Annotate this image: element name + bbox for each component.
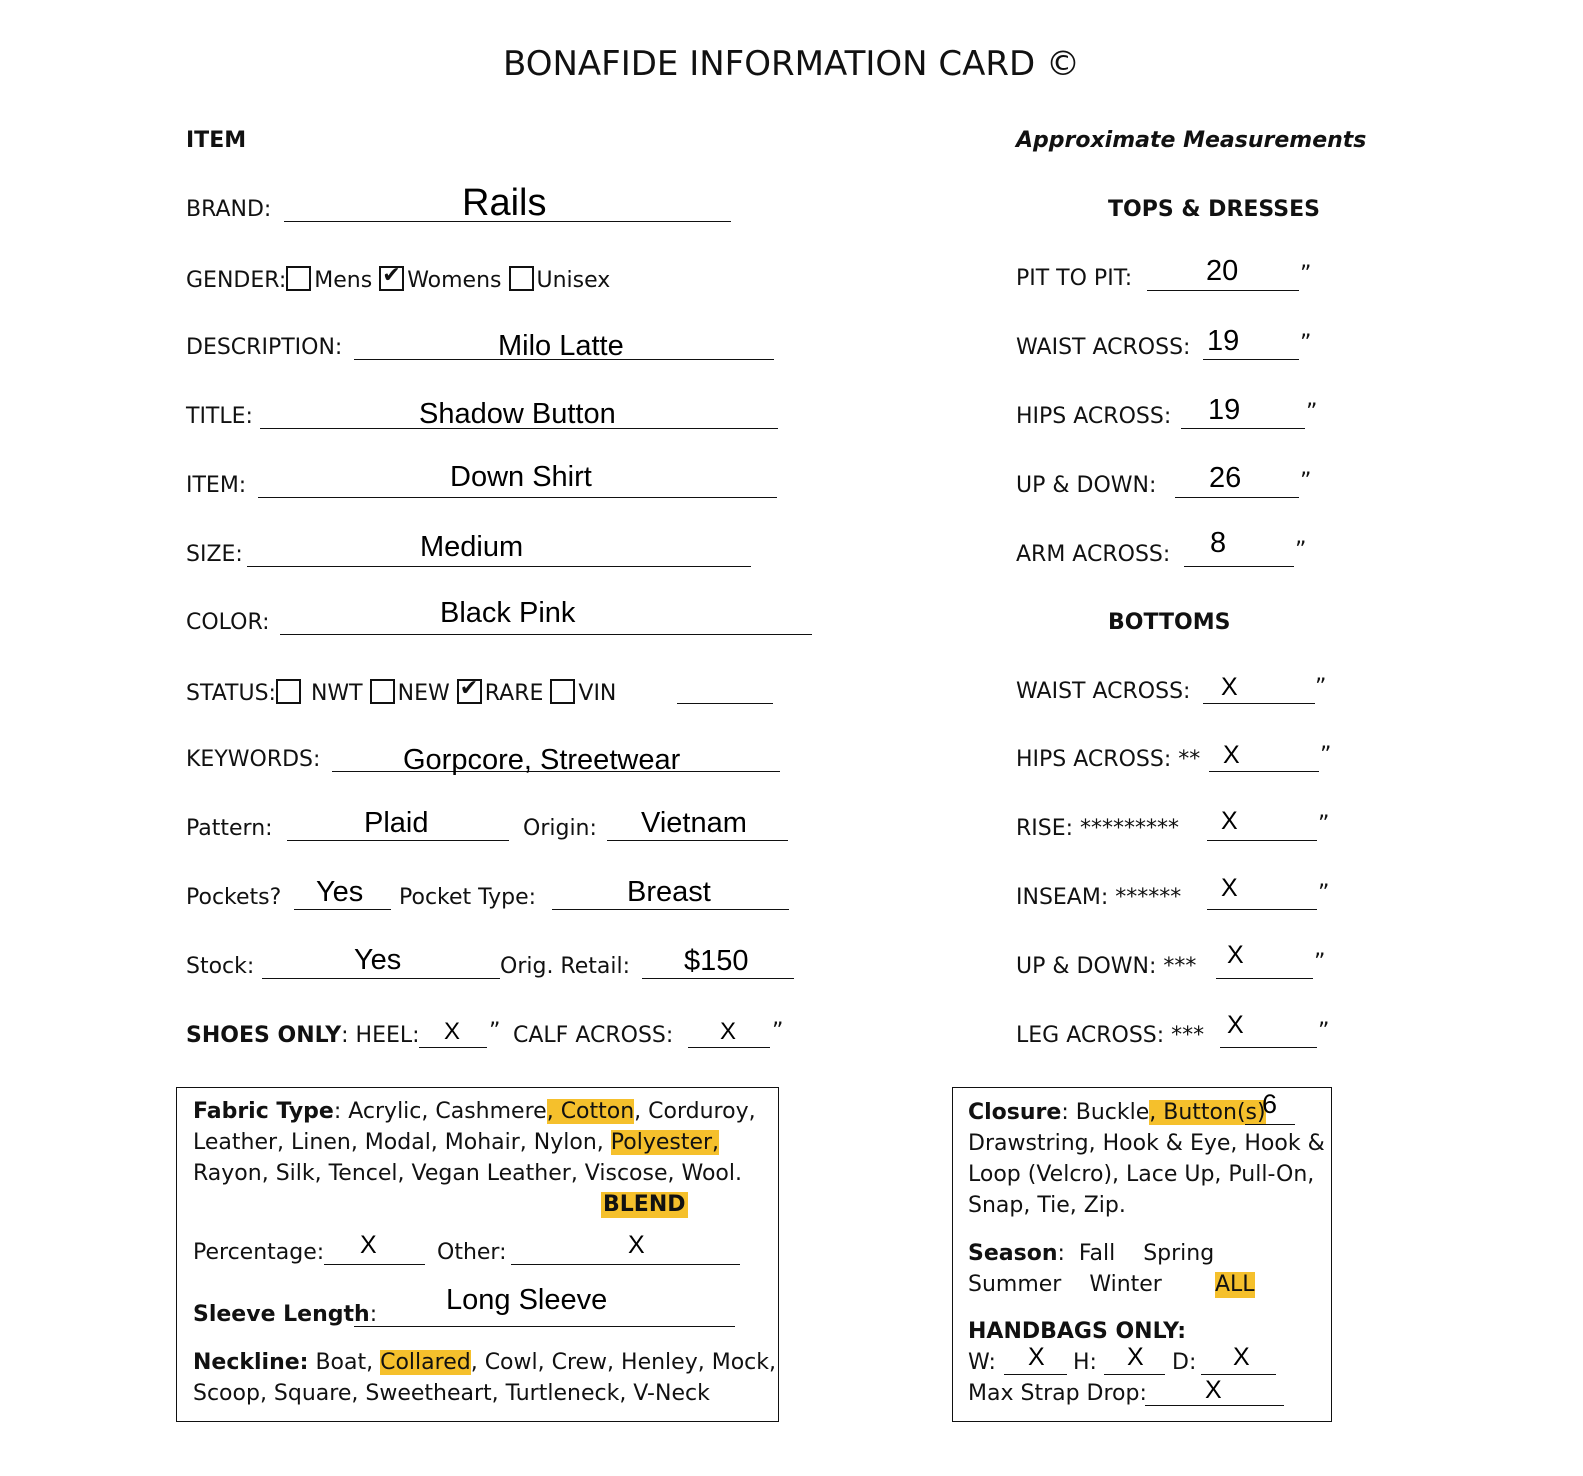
tops-hips-label: HIPS ACROSS: (1016, 404, 1172, 429)
other-value: X (628, 1231, 645, 1259)
handbag-h-line[interactable] (1104, 1374, 1165, 1375)
tops-waist-value: 19 (1207, 325, 1240, 357)
closure-label: Closure (968, 1100, 1062, 1125)
closure-a: : Buckle (1061, 1100, 1150, 1125)
closure-line-3: Loop (Velcro), Lace Up, Pull-On, (968, 1162, 1315, 1187)
keywords-value: Gorpcore, Streetwear (403, 744, 681, 776)
tops-arm-inch: ” (1295, 538, 1307, 563)
status-vin-checkbox[interactable] (550, 679, 575, 704)
tops-updown-inch: ” (1300, 469, 1312, 494)
tops-hips-line[interactable] (1181, 428, 1305, 429)
item-heading: ITEM (186, 128, 247, 153)
strap-label: Max Strap Drop: (968, 1381, 1147, 1406)
tops-hips-inch: ” (1306, 400, 1318, 425)
tops-waist-label: WAIST ACROSS: (1016, 335, 1191, 360)
pocket-type-line[interactable] (552, 909, 789, 910)
pattern-label: Pattern: (186, 816, 273, 841)
fabric-list-a: : Acrylic, Cashmere (333, 1099, 547, 1124)
shoes-row (186, 1023, 420, 1049)
fabric-list-c: Leather, Linen, Modal, Mohair, Nylon, (193, 1130, 611, 1155)
bottoms-leg-line[interactable] (1220, 1047, 1317, 1048)
other-label: Other: (437, 1240, 507, 1265)
neckline-collared-highlight: Collared (380, 1350, 471, 1375)
size-line[interactable] (247, 566, 751, 567)
tops-arm-label: ARM ACROSS: (1016, 542, 1171, 567)
shoes-label: SHOES ONLY (186, 1023, 342, 1048)
calf-value: X (720, 1018, 737, 1045)
gender-label: GENDER: (186, 268, 287, 293)
closure-buttons-highlight: , Button(s) (1149, 1100, 1266, 1125)
fabric-line-1 (193, 1099, 756, 1125)
calf-inch: ” (772, 1019, 784, 1044)
bottoms-inseam-inch: ” (1318, 881, 1330, 906)
pocket-type-value: Breast (627, 876, 711, 908)
fabric-line-2 (193, 1130, 719, 1156)
bottoms-inseam-line[interactable] (1207, 909, 1317, 910)
bottoms-hips-label: HIPS ACROSS: ** (1016, 747, 1201, 772)
gender-row (186, 266, 610, 294)
closure-line-2: Drawstring, Hook & Eye, Hook & (968, 1131, 1325, 1156)
title-label: TITLE: (186, 404, 253, 429)
bottoms-updown-value: X (1227, 941, 1244, 969)
status-nwt-checkbox[interactable] (276, 679, 301, 704)
retail-value: $150 (684, 945, 749, 977)
heel-label: : HEEL: (341, 1023, 420, 1048)
bottoms-heading: BOTTOMS (1108, 610, 1231, 635)
keywords-label: KEYWORDS: (186, 747, 321, 772)
bottoms-updown-label: UP & DOWN: *** (1016, 954, 1197, 979)
status-rare-label: RARE (484, 681, 544, 706)
tops-updown-label: UP & DOWN: (1016, 473, 1157, 498)
bottoms-leg-inch: ” (1318, 1019, 1330, 1044)
tops-updown-line[interactable] (1175, 497, 1299, 498)
tops-waist-line[interactable] (1203, 359, 1299, 360)
neckline-b: , Cowl, Crew, Henley, Mock, (470, 1350, 776, 1375)
handbag-h-label: H: (1073, 1350, 1097, 1375)
origin-line[interactable] (607, 840, 788, 841)
bottoms-rise-value: X (1221, 807, 1238, 835)
bottoms-inseam-value: X (1221, 874, 1238, 902)
bottoms-hips-line[interactable] (1209, 771, 1319, 772)
percentage-label: Percentage: (193, 1240, 325, 1265)
bottoms-waist-line[interactable] (1203, 703, 1315, 704)
season-label: Season (968, 1241, 1058, 1266)
bottoms-rise-line[interactable] (1207, 840, 1317, 841)
handbag-d-value: X (1233, 1343, 1250, 1371)
bottoms-rise-inch: ” (1318, 812, 1330, 837)
retail-line[interactable] (642, 978, 794, 979)
handbag-h-value: X (1127, 1343, 1144, 1371)
gender-unisex-checkbox[interactable] (509, 266, 534, 291)
pattern-value: Plaid (364, 807, 429, 839)
size-value: Medium (420, 531, 524, 563)
brand-value: Rails (462, 182, 547, 224)
percentage-value: X (360, 1231, 377, 1259)
status-nwt-label: NWT (310, 681, 363, 706)
fabric-list-b: , Corduroy, (634, 1099, 756, 1124)
heel-value: X (444, 1018, 461, 1045)
tops-hips-value: 19 (1208, 394, 1241, 426)
tops-pit-line[interactable] (1147, 290, 1299, 291)
handbags-label: HANDBAGS ONLY: (968, 1319, 1186, 1344)
status-new-checkbox[interactable] (370, 679, 395, 704)
stock-value: Yes (354, 944, 402, 976)
blend-highlight: BLEND (603, 1192, 686, 1217)
closure-line-4: Snap, Tie, Zip. (968, 1193, 1126, 1218)
bottoms-leg-value: X (1227, 1011, 1244, 1039)
fabric-polyester-highlight: Polyester, (610, 1130, 720, 1155)
status-rare-checkbox[interactable] (457, 679, 482, 704)
fabric-line-3: Rayon, Silk, Tencel, Vegan Leather, Viscose, Wool. (193, 1161, 742, 1186)
description-value: Milo Latte (498, 330, 624, 362)
color-value: Black Pink (440, 597, 576, 629)
title-value: Shadow Button (419, 398, 616, 430)
pockets-line[interactable] (294, 909, 391, 910)
season-a: : Fall Spring (1057, 1241, 1215, 1266)
pockets-label: Pockets? (186, 885, 282, 910)
bottoms-updown-inch: ” (1314, 950, 1326, 975)
gender-womens-checkbox[interactable] (379, 266, 404, 291)
status-label: STATUS: (186, 681, 276, 706)
tops-arm-value: 8 (1210, 527, 1227, 559)
status-vin-label: VIN (578, 681, 617, 706)
neckline-a: Boat, (308, 1350, 381, 1375)
bottoms-hips-value: X (1223, 741, 1240, 769)
handbag-w-line[interactable] (1004, 1374, 1067, 1375)
brand-label: BRAND: (186, 197, 272, 222)
tops-arm-line[interactable] (1184, 566, 1294, 567)
gender-mens-checkbox[interactable] (286, 266, 311, 291)
closure-count-value: 6 (1262, 1089, 1278, 1119)
sleeve-value: Long Sleeve (446, 1284, 608, 1316)
status-new-label: NEW (397, 681, 450, 706)
tops-pit-label: PIT TO PIT: (1016, 266, 1133, 291)
origin-label: Origin: (523, 816, 597, 841)
stock-line[interactable] (262, 978, 500, 979)
retail-label: Orig. Retail: (500, 954, 631, 979)
season-line-1 (968, 1241, 1214, 1267)
color-line[interactable] (280, 634, 812, 635)
other-line[interactable] (511, 1264, 740, 1265)
sleeve-label: Sleeve Length (193, 1302, 370, 1327)
origin-value: Vietnam (641, 807, 747, 839)
color-label: COLOR: (186, 610, 270, 635)
tops-pit-value: 20 (1206, 255, 1239, 287)
item-value: Down Shirt (450, 461, 592, 493)
handbag-d-label: D: (1172, 1350, 1197, 1375)
gender-unisex-label: Unisex (536, 268, 611, 293)
tops-updown-value: 26 (1209, 462, 1242, 494)
closure-count-line[interactable] (1245, 1124, 1295, 1125)
season-b: Summer Winter (968, 1272, 1162, 1297)
pockets-value: Yes (316, 876, 364, 908)
pattern-line[interactable] (287, 840, 509, 841)
bottoms-leg-label: LEG ACROSS: *** (1016, 1023, 1205, 1048)
handbag-w-label: W: (968, 1350, 996, 1375)
bottoms-waist-inch: ” (1315, 675, 1327, 700)
item-label: ITEM: (186, 473, 247, 498)
handbag-w-value: X (1028, 1343, 1045, 1371)
status-row (186, 679, 616, 707)
gender-womens-label: Womens (407, 268, 502, 293)
sleeve-line[interactable] (354, 1326, 735, 1327)
fabric-type-label: Fabric Type (193, 1099, 334, 1124)
size-label: SIZE: (186, 542, 243, 567)
neckline-line-2: Scoop, Square, Sweetheart, Turtleneck, V-Neck (193, 1381, 710, 1406)
season-all-highlight: ALL (1215, 1272, 1255, 1297)
status-other-line[interactable] (677, 703, 773, 704)
heel-inch: ” (489, 1019, 501, 1044)
bottoms-waist-value: X (1221, 673, 1238, 701)
bottoms-inseam-label: INSEAM: ****** (1016, 885, 1182, 910)
closure-line-1 (968, 1100, 1266, 1126)
measurements-heading: Approximate Measurements (1016, 128, 1367, 153)
neckline-label: Neckline: (193, 1350, 309, 1375)
tops-heading: TOPS & DRESSES (1108, 197, 1320, 222)
tops-waist-inch: ” (1300, 331, 1312, 356)
tops-pit-inch: ” (1300, 262, 1312, 287)
page-title: BONAFIDE INFORMATION CARD © (502, 44, 1080, 84)
bottoms-rise-label: RISE: ********* (1016, 816, 1180, 841)
bottoms-updown-line[interactable] (1216, 978, 1313, 979)
item-line[interactable] (258, 497, 777, 498)
bottoms-waist-label: WAIST ACROSS: (1016, 679, 1191, 704)
percentage-line[interactable] (324, 1264, 425, 1265)
stock-label: Stock: (186, 954, 255, 979)
sleeve-row: Sleeve Length: (193, 1302, 378, 1327)
calf-label: CALF ACROSS: (513, 1023, 674, 1048)
gender-mens-label: Mens (314, 268, 373, 293)
pocket-type-label: Pocket Type: (399, 885, 537, 910)
bottoms-hips-inch: ” (1320, 743, 1332, 768)
fabric-cotton-highlight: , Cotton (546, 1099, 635, 1124)
neckline-line-1 (193, 1350, 776, 1376)
description-label: DESCRIPTION: (186, 335, 343, 360)
strap-value: X (1205, 1376, 1222, 1404)
